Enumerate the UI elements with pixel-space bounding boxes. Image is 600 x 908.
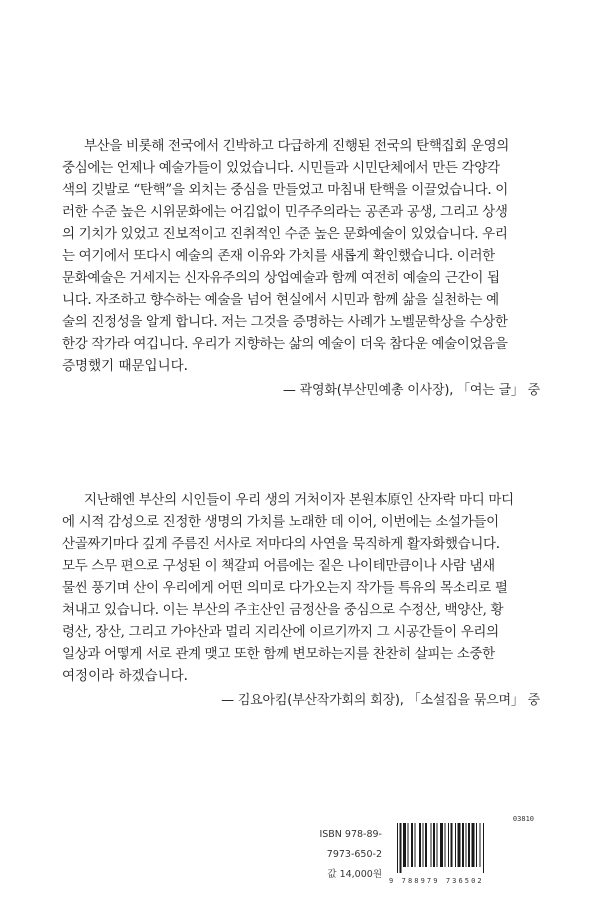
barcode-bar: [411, 823, 413, 867]
passage-line: 니다. 자조하고 향수하는 예술을 넘어 현실에서 시민과 함께 삶을 실천하는 예: [62, 292, 499, 308]
barcode-bar: [397, 823, 398, 873]
passage-line: 중심에는 언제나 예술가들이 있었습니다. 시민들과 시민단체에서 만든 각양각: [62, 160, 500, 176]
passage-line: 의 기치가 있었고 진보적이고 진취적인 수준 높은 문화예술이 있었습니다. 우리: [62, 226, 508, 242]
passage-preface: [62, 489, 540, 711]
barcode-bar: [415, 823, 416, 867]
barcode-bar: [423, 823, 424, 867]
passage-line: 증명했기 때문입니다.: [62, 358, 188, 374]
barcode-bar: [437, 823, 438, 867]
passage-line: 여정이라 하겠습니다.: [62, 668, 188, 684]
passage-line: 일상과 어떻게 서로 관계 맺고 또한 함께 변모하는지를 찬찬히 살피는 소중한: [62, 646, 495, 662]
barcode-bar: [431, 823, 432, 867]
passage-foreword: [62, 135, 540, 401]
passage-line: 령산, 장산, 그리고 가야산과 멀리 지리산에 이르기까지 그 시공간들이 우리의: [62, 624, 499, 640]
isbn-barcode: [389, 815, 534, 885]
barcode-bar: [466, 823, 467, 867]
passage-line: 는 여기에서 또다시 예술의 존재 이유와 가치를 새롭게 확인했습니다. 이러한: [62, 248, 495, 264]
barcode-bar: [400, 823, 402, 873]
barcode-bar: [419, 823, 421, 867]
passage-line: 한강 작가라 여깁니다. 우리가 지향하는 삶의 예술이 더욱 참다운 예술이었음을: [62, 336, 508, 352]
barcode-addon-code: 03810: [512, 815, 534, 823]
barcode-bar: [468, 823, 470, 867]
barcode-bar: [445, 823, 446, 867]
barcode-bar: [408, 823, 409, 867]
barcode-digits: 9 788979 736502: [389, 877, 484, 885]
passage-line: 쳐내고 있습니다. 이는 부산의 주主산인 금정산을 중심으로 수정산, 백양산, 황: [62, 602, 504, 618]
passage-line: 문화예술은 거세지는 신자유주의의 상업예술과 함께 여전히 예술의 근간이 됩: [62, 270, 500, 286]
barcode-bar: [462, 823, 464, 867]
barcode-bar: [458, 823, 461, 867]
barcode-bars: [395, 823, 533, 875]
barcode-bar: [403, 823, 406, 867]
barcode-bar: [480, 823, 481, 867]
barcode-bar: [433, 823, 435, 867]
passage-line: 색의 깃발로 “탄핵”을 외치는 중심을 만들었고 마침내 탄핵을 이끌었습니다. 이: [62, 182, 508, 198]
barcode-bar: [476, 823, 477, 867]
barcode-bar: [448, 823, 449, 867]
passage-line: 부산을 비롯해 전국에서 긴박하고 다급하게 진행된 전국의 탄핵집회 운영의: [84, 138, 509, 154]
passage-line: 러한 수준 높은 시위문화에는 어김없이 민주주의라는 공존과 공생, 그리고 상생: [62, 204, 508, 220]
barcode-bar: [425, 823, 427, 867]
colophon: [300, 825, 382, 885]
passage-line: 지난해엔 부산의 시인들이 우리 생의 거처이자 본원本原인 산자락 마디 마디: [84, 492, 514, 508]
preface-attribution: — 김요아킴(부산작가회의 회장), 「소설집을 묶으며」 중: [221, 693, 540, 708]
passage-line: 산골짜기마다 깊게 주름진 서사로 저마다의 사연을 묵직하게 활자화했습니다.: [62, 536, 500, 552]
barcode-bar: [451, 823, 453, 867]
barcode-bar: [455, 823, 456, 867]
foreword-attribution: — 곽영화(부산민예총 이사장), 「여는 글」 중: [282, 383, 540, 398]
passage-line: 술의 진정성을 알게 합니다. 저는 그것을 증명하는 사례가 노벨문학상을 수상한: [62, 314, 508, 330]
price-text: 값 14,000원: [327, 869, 382, 880]
barcode-bar: [472, 823, 475, 867]
barcode-bar: [440, 823, 443, 867]
passage-line: 에 시적 감성으로 진정한 생명의 가치를 노래한 데 이어, 이번에는 소설가들이: [62, 514, 499, 530]
isbn-text: ISBN 978-89-7973-650-2: [319, 829, 382, 860]
passage-line: 모두 스무 편으로 구성된 이 책갈피 어름에는 짙은 나이테만큼이나 사람 냄새: [62, 558, 495, 574]
passage-line: 물씬 풍기며 산이 우리에게 어떤 의미로 다가오는지 작가들 특유의 목소리로 펼: [62, 580, 508, 596]
barcode-bar: [483, 823, 484, 873]
